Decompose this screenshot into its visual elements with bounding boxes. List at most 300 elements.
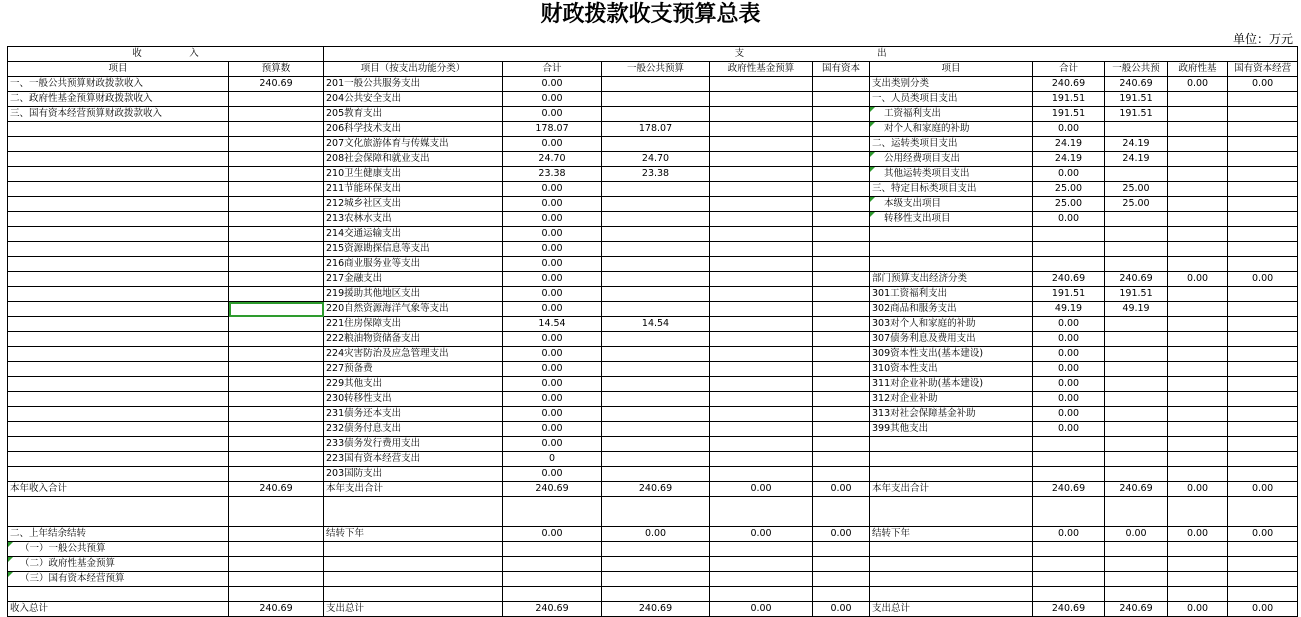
expense-gov-fund-2-cell[interactable] — [1168, 287, 1228, 302]
expense-state-capital-cell[interactable] — [813, 212, 870, 227]
income-budget-cell[interactable] — [229, 332, 324, 347]
expense-state-capital-2-cell[interactable] — [1228, 317, 1298, 332]
income-budget-cell[interactable] — [229, 152, 324, 167]
income-budget-cell[interactable] — [229, 92, 324, 107]
expense-total-cell[interactable] — [503, 572, 602, 587]
income-budget-cell[interactable] — [229, 182, 324, 197]
income-budget-cell[interactable] — [229, 242, 324, 257]
expense-func-item-cell[interactable]: 221住房保障支出 — [324, 317, 503, 332]
expense-gov-fund-cell[interactable] — [710, 272, 813, 287]
income-item-cell[interactable]: 二、上年结余结转 — [8, 527, 229, 542]
expense-gov-fund-2-cell[interactable] — [1168, 422, 1228, 437]
expense-state-capital-cell[interactable] — [813, 407, 870, 422]
expense-func-item-cell[interactable]: 210卫生健康支出 — [324, 167, 503, 182]
expense-state-capital-2-cell[interactable] — [1228, 227, 1298, 242]
expense-general-cell[interactable]: 24.70 — [602, 152, 710, 167]
expense-item-cell[interactable]: 公用经费项目支出 — [870, 152, 1033, 167]
expense-gov-fund-cell[interactable] — [710, 212, 813, 227]
expense-total-cell[interactable]: 0.00 — [503, 197, 602, 212]
expense-item-cell[interactable]: 311对企业补助(基本建设) — [870, 377, 1033, 392]
income-budget-cell[interactable] — [229, 257, 324, 272]
expense-total-2-cell[interactable] — [1033, 437, 1105, 452]
expense-state-capital-2-cell[interactable] — [1228, 137, 1298, 152]
expense-func-item-cell[interactable]: 232债务付息支出 — [324, 422, 503, 437]
expense-general-2-cell[interactable] — [1105, 557, 1168, 572]
expense-item-cell[interactable] — [870, 437, 1033, 452]
expense-gov-fund-cell[interactable] — [710, 167, 813, 182]
expense-general-cell[interactable] — [602, 587, 710, 602]
expense-general-2-cell[interactable]: 0.00 — [1105, 527, 1168, 542]
expense-total-2-cell[interactable]: 25.00 — [1033, 182, 1105, 197]
expense-func-item-cell[interactable]: 227预备费 — [324, 362, 503, 377]
expense-state-capital-2-cell[interactable] — [1228, 407, 1298, 422]
expense-total-2-cell[interactable] — [1033, 587, 1105, 602]
expense-gov-fund-2-cell[interactable] — [1168, 452, 1228, 467]
expense-func-item-cell[interactable]: 229其他支出 — [324, 377, 503, 392]
expense-gov-fund-2-cell[interactable] — [1168, 362, 1228, 377]
expense-total-cell[interactable] — [503, 497, 602, 527]
income-budget-cell[interactable] — [229, 497, 324, 527]
expense-gov-fund-2-cell[interactable] — [1168, 407, 1228, 422]
expense-total-2-cell[interactable] — [1033, 452, 1105, 467]
expense-general-2-cell[interactable] — [1105, 362, 1168, 377]
expense-state-capital-cell[interactable] — [813, 452, 870, 467]
expense-func-item-cell[interactable] — [324, 542, 503, 557]
expense-total-2-cell[interactable] — [1033, 227, 1105, 242]
expense-state-capital-cell[interactable] — [813, 92, 870, 107]
income-budget-cell[interactable] — [229, 422, 324, 437]
expense-gov-fund-2-cell[interactable]: 0.00 — [1168, 602, 1228, 617]
expense-state-capital-cell[interactable]: 0.00 — [813, 602, 870, 617]
expense-state-capital-cell[interactable] — [813, 362, 870, 377]
expense-general-cell[interactable] — [602, 467, 710, 482]
expense-state-capital-cell[interactable] — [813, 77, 870, 92]
expense-general-cell[interactable] — [602, 272, 710, 287]
expense-gov-fund-2-cell[interactable] — [1168, 347, 1228, 362]
expense-general-2-cell[interactable] — [1105, 332, 1168, 347]
expense-item-cell[interactable]: 部门预算支出经济分类 — [870, 272, 1033, 287]
income-budget-cell[interactable]: 240.69 — [229, 77, 324, 92]
expense-general-cell[interactable] — [602, 257, 710, 272]
expense-total-cell[interactable]: 240.69 — [503, 602, 602, 617]
income-budget-cell[interactable] — [229, 392, 324, 407]
expense-item-cell[interactable]: 310资本性支出 — [870, 362, 1033, 377]
expense-general-2-cell[interactable] — [1105, 452, 1168, 467]
income-item-cell[interactable] — [8, 587, 229, 602]
expense-state-capital-2-cell[interactable] — [1228, 242, 1298, 257]
expense-func-item-cell[interactable] — [324, 587, 503, 602]
expense-state-capital-cell[interactable] — [813, 122, 870, 137]
expense-func-item-cell[interactable]: 204公共安全支出 — [324, 92, 503, 107]
income-header[interactable]: 收 入 — [8, 47, 324, 62]
income-budget-cell[interactable] — [229, 347, 324, 362]
col-header-total[interactable]: 合计 — [503, 62, 602, 77]
expense-total-cell[interactable]: 240.69 — [503, 482, 602, 497]
income-budget-cell[interactable] — [229, 587, 324, 602]
expense-general-cell[interactable]: 14.54 — [602, 317, 710, 332]
expense-gov-fund-2-cell[interactable] — [1168, 227, 1228, 242]
expense-state-capital-2-cell[interactable] — [1228, 377, 1298, 392]
expense-total-2-cell[interactable]: 0.00 — [1033, 167, 1105, 182]
expense-state-capital-cell[interactable] — [813, 467, 870, 482]
expense-general-2-cell[interactable] — [1105, 377, 1168, 392]
expense-state-capital-2-cell[interactable]: 0.00 — [1228, 77, 1298, 92]
expense-func-item-cell[interactable]: 208社会保障和就业支出 — [324, 152, 503, 167]
expense-func-item-cell[interactable]: 230转移性支出 — [324, 392, 503, 407]
expense-general-cell[interactable] — [602, 107, 710, 122]
expense-func-item-cell[interactable]: 205教育支出 — [324, 107, 503, 122]
expense-total-2-cell[interactable] — [1033, 572, 1105, 587]
income-item-cell[interactable] — [8, 317, 229, 332]
expense-total-2-cell[interactable] — [1033, 497, 1105, 527]
expense-gov-fund-cell[interactable] — [710, 152, 813, 167]
expense-total-2-cell[interactable]: 0.00 — [1033, 407, 1105, 422]
expense-item-cell[interactable]: 本级支出项目 — [870, 197, 1033, 212]
expense-total-cell[interactable]: 0.00 — [503, 527, 602, 542]
expense-gov-fund-cell[interactable] — [710, 347, 813, 362]
expense-total-2-cell[interactable]: 0.00 — [1033, 362, 1105, 377]
expense-total-2-cell[interactable]: 24.19 — [1033, 152, 1105, 167]
expense-state-capital-2-cell[interactable] — [1228, 437, 1298, 452]
income-item-cell[interactable] — [8, 152, 229, 167]
income-item-cell[interactable] — [8, 302, 229, 317]
expense-total-cell[interactable]: 0.00 — [503, 272, 602, 287]
income-item-cell[interactable]: （一）一般公共预算 — [8, 542, 229, 557]
income-item-cell[interactable] — [8, 212, 229, 227]
income-budget-cell[interactable] — [229, 572, 324, 587]
expense-general-2-cell[interactable] — [1105, 227, 1168, 242]
expense-state-capital-2-cell[interactable] — [1228, 302, 1298, 317]
expense-general-2-cell[interactable] — [1105, 542, 1168, 557]
expense-total-cell[interactable]: 0.00 — [503, 227, 602, 242]
expense-item-cell[interactable] — [870, 497, 1033, 527]
col-header-total-2[interactable]: 合计 — [1033, 62, 1105, 77]
expense-general-cell[interactable] — [602, 407, 710, 422]
expense-general-cell[interactable] — [602, 557, 710, 572]
income-budget-cell[interactable] — [229, 362, 324, 377]
col-header-state-capital-2[interactable]: 国有资本经营 — [1228, 62, 1298, 77]
expense-item-cell[interactable]: 支出总计 — [870, 602, 1033, 617]
expense-general-2-cell[interactable]: 191.51 — [1105, 107, 1168, 122]
expense-general-cell[interactable]: 23.38 — [602, 167, 710, 182]
expense-total-cell[interactable]: 0.00 — [503, 437, 602, 452]
expense-total-cell[interactable]: 0.00 — [503, 137, 602, 152]
expense-item-cell[interactable]: 转移性支出项目 — [870, 212, 1033, 227]
expense-gov-fund-cell[interactable] — [710, 542, 813, 557]
expense-gov-fund-cell[interactable] — [710, 107, 813, 122]
expense-gov-fund-2-cell[interactable] — [1168, 392, 1228, 407]
expense-total-cell[interactable]: 0.00 — [503, 77, 602, 92]
col-header-item-2[interactable]: 项目 — [870, 62, 1033, 77]
expense-state-capital-cell[interactable] — [813, 347, 870, 362]
expense-total-cell[interactable]: 0.00 — [503, 257, 602, 272]
expense-gov-fund-cell[interactable] — [710, 287, 813, 302]
expense-state-capital-2-cell[interactable] — [1228, 197, 1298, 212]
income-budget-cell[interactable]: 240.69 — [229, 602, 324, 617]
expense-state-capital-2-cell[interactable] — [1228, 452, 1298, 467]
expense-func-item-cell[interactable]: 222粮油物资储备支出 — [324, 332, 503, 347]
income-item-cell[interactable] — [8, 422, 229, 437]
income-item-cell[interactable] — [8, 362, 229, 377]
expense-gov-fund-cell[interactable] — [710, 587, 813, 602]
expense-total-2-cell[interactable]: 191.51 — [1033, 92, 1105, 107]
col-header-func-item[interactable]: 项目（按支出功能分类） — [324, 62, 503, 77]
expense-state-capital-2-cell[interactable]: 0.00 — [1228, 527, 1298, 542]
expense-general-cell[interactable] — [602, 542, 710, 557]
expense-gov-fund-2-cell[interactable] — [1168, 317, 1228, 332]
expense-item-cell[interactable] — [870, 242, 1033, 257]
expense-general-cell[interactable] — [602, 197, 710, 212]
expense-general-cell[interactable] — [602, 497, 710, 527]
expense-total-cell[interactable]: 0.00 — [503, 347, 602, 362]
expense-total-2-cell[interactable]: 0.00 — [1033, 212, 1105, 227]
expense-total-2-cell[interactable] — [1033, 557, 1105, 572]
expense-general-2-cell[interactable]: 49.19 — [1105, 302, 1168, 317]
expense-total-cell[interactable]: 23.38 — [503, 167, 602, 182]
expense-general-cell[interactable] — [602, 347, 710, 362]
expense-general-cell[interactable]: 240.69 — [602, 482, 710, 497]
expense-gov-fund-cell[interactable] — [710, 302, 813, 317]
expense-total-cell[interactable]: 0.00 — [503, 392, 602, 407]
expense-state-capital-cell[interactable] — [813, 392, 870, 407]
expense-total-2-cell[interactable]: 191.51 — [1033, 107, 1105, 122]
expense-item-cell[interactable] — [870, 572, 1033, 587]
expense-state-capital-cell[interactable] — [813, 557, 870, 572]
expense-general-2-cell[interactable] — [1105, 467, 1168, 482]
expense-general-cell[interactable]: 240.69 — [602, 602, 710, 617]
income-item-cell[interactable] — [8, 182, 229, 197]
expense-item-cell[interactable] — [870, 452, 1033, 467]
expense-gov-fund-cell[interactable] — [710, 407, 813, 422]
expense-gov-fund-cell[interactable] — [710, 197, 813, 212]
expense-state-capital-cell[interactable] — [813, 242, 870, 257]
income-item-cell[interactable] — [8, 452, 229, 467]
expense-total-2-cell[interactable]: 0.00 — [1033, 332, 1105, 347]
expense-general-cell[interactable] — [602, 332, 710, 347]
expense-func-item-cell[interactable]: 233债务发行费用支出 — [324, 437, 503, 452]
expense-gov-fund-cell[interactable] — [710, 422, 813, 437]
income-budget-cell[interactable] — [229, 167, 324, 182]
expense-gov-fund-cell[interactable] — [710, 182, 813, 197]
expense-gov-fund-cell[interactable] — [710, 317, 813, 332]
expense-item-cell[interactable]: 399其他支出 — [870, 422, 1033, 437]
expense-total-2-cell[interactable]: 24.19 — [1033, 137, 1105, 152]
expense-gov-fund-2-cell[interactable] — [1168, 497, 1228, 527]
expense-total-2-cell[interactable]: 0.00 — [1033, 317, 1105, 332]
expense-gov-fund-cell[interactable] — [710, 452, 813, 467]
expense-gov-fund-2-cell[interactable] — [1168, 572, 1228, 587]
expense-total-cell[interactable]: 0.00 — [503, 332, 602, 347]
expense-func-item-cell[interactable]: 214交通运输支出 — [324, 227, 503, 242]
expense-item-cell[interactable]: 支出类别分类 — [870, 77, 1033, 92]
expense-gov-fund-cell[interactable] — [710, 257, 813, 272]
expense-total-cell[interactable]: 0 — [503, 452, 602, 467]
expense-gov-fund-cell[interactable] — [710, 437, 813, 452]
col-header-budget[interactable]: 预算数 — [229, 62, 324, 77]
expense-general-2-cell[interactable] — [1105, 257, 1168, 272]
expense-state-capital-2-cell[interactable] — [1228, 422, 1298, 437]
expense-state-capital-2-cell[interactable] — [1228, 332, 1298, 347]
expense-state-capital-cell[interactable]: 0.00 — [813, 527, 870, 542]
expense-gov-fund-2-cell[interactable] — [1168, 377, 1228, 392]
expense-general-cell[interactable]: 0.00 — [602, 527, 710, 542]
expense-total-cell[interactable] — [503, 542, 602, 557]
income-budget-cell[interactable] — [229, 212, 324, 227]
expense-item-cell[interactable] — [870, 257, 1033, 272]
expense-state-capital-2-cell[interactable] — [1228, 572, 1298, 587]
expense-gov-fund-cell[interactable] — [710, 572, 813, 587]
expense-state-capital-cell[interactable] — [813, 257, 870, 272]
expense-func-item-cell[interactable] — [324, 572, 503, 587]
expense-general-2-cell[interactable] — [1105, 167, 1168, 182]
expense-state-capital-2-cell[interactable] — [1228, 152, 1298, 167]
expense-state-capital-cell[interactable]: 0.00 — [813, 482, 870, 497]
expense-state-capital-2-cell[interactable] — [1228, 557, 1298, 572]
expense-general-2-cell[interactable] — [1105, 407, 1168, 422]
income-item-cell[interactable] — [8, 332, 229, 347]
expense-func-item-cell[interactable]: 201一般公共服务支出 — [324, 77, 503, 92]
expense-func-item-cell[interactable]: 207文化旅游体育与传媒支出 — [324, 137, 503, 152]
expense-total-2-cell[interactable] — [1033, 467, 1105, 482]
expense-gov-fund-cell[interactable] — [710, 377, 813, 392]
expense-total-2-cell[interactable]: 240.69 — [1033, 482, 1105, 497]
expense-general-cell[interactable] — [602, 287, 710, 302]
expense-general-2-cell[interactable] — [1105, 422, 1168, 437]
income-item-cell[interactable]: （三）国有资本经营预算 — [8, 572, 229, 587]
expense-gov-fund-cell[interactable]: 0.00 — [710, 482, 813, 497]
expense-total-cell[interactable]: 0.00 — [503, 302, 602, 317]
expense-func-item-cell[interactable]: 217金融支出 — [324, 272, 503, 287]
col-header-item[interactable]: 项目 — [8, 62, 229, 77]
expense-total-2-cell[interactable] — [1033, 257, 1105, 272]
expense-total-cell[interactable]: 0.00 — [503, 242, 602, 257]
expense-item-cell[interactable] — [870, 542, 1033, 557]
expense-item-cell[interactable]: 工资福利支出 — [870, 107, 1033, 122]
expense-item-cell[interactable]: 其他运转类项目支出 — [870, 167, 1033, 182]
expense-func-item-cell[interactable]: 216商业服务业等支出 — [324, 257, 503, 272]
expense-gov-fund-2-cell[interactable] — [1168, 137, 1228, 152]
expense-general-cell[interactable] — [602, 92, 710, 107]
expense-state-capital-2-cell[interactable] — [1228, 362, 1298, 377]
expense-state-capital-cell[interactable] — [813, 182, 870, 197]
expense-total-cell[interactable]: 0.00 — [503, 182, 602, 197]
expense-gov-fund-cell[interactable]: 0.00 — [710, 527, 813, 542]
expense-general-cell[interactable] — [602, 242, 710, 257]
income-item-cell[interactable]: 一、一般公共预算财政拨款收入 — [8, 77, 229, 92]
expense-state-capital-2-cell[interactable] — [1228, 212, 1298, 227]
expense-gov-fund-cell[interactable] — [710, 332, 813, 347]
income-item-cell[interactable] — [8, 467, 229, 482]
expense-state-capital-cell[interactable] — [813, 332, 870, 347]
expense-gov-fund-2-cell[interactable]: 0.00 — [1168, 77, 1228, 92]
expense-func-item-cell[interactable]: 219援助其他地区支出 — [324, 287, 503, 302]
expense-gov-fund-cell[interactable] — [710, 467, 813, 482]
expense-general-2-cell[interactable] — [1105, 317, 1168, 332]
expense-total-2-cell[interactable]: 0.00 — [1033, 527, 1105, 542]
expense-general-2-cell[interactable] — [1105, 212, 1168, 227]
expense-state-capital-cell[interactable] — [813, 302, 870, 317]
income-item-cell[interactable] — [8, 167, 229, 182]
expense-func-item-cell[interactable] — [324, 557, 503, 572]
expense-general-2-cell[interactable] — [1105, 497, 1168, 527]
income-item-cell[interactable] — [8, 497, 229, 527]
expense-item-cell[interactable]: 303对个人和家庭的补助 — [870, 317, 1033, 332]
expense-general-2-cell[interactable] — [1105, 587, 1168, 602]
expense-general-2-cell[interactable]: 240.69 — [1105, 272, 1168, 287]
expense-state-capital-cell[interactable] — [813, 542, 870, 557]
income-budget-cell[interactable] — [229, 317, 324, 332]
expense-func-item-cell[interactable]: 213农林水支出 — [324, 212, 503, 227]
expense-state-capital-2-cell[interactable] — [1228, 107, 1298, 122]
expense-func-item-cell[interactable]: 206科学技术支出 — [324, 122, 503, 137]
expense-total-2-cell[interactable]: 240.69 — [1033, 602, 1105, 617]
expense-general-cell[interactable] — [602, 137, 710, 152]
expense-total-cell[interactable] — [503, 587, 602, 602]
expense-gov-fund-cell[interactable] — [710, 497, 813, 527]
expense-gov-fund-2-cell[interactable]: 0.00 — [1168, 272, 1228, 287]
expense-gov-fund-2-cell[interactable] — [1168, 212, 1228, 227]
expense-total-2-cell[interactable]: 0.00 — [1033, 347, 1105, 362]
expense-state-capital-2-cell[interactable] — [1228, 122, 1298, 137]
expense-general-2-cell[interactable] — [1105, 437, 1168, 452]
expense-total-cell[interactable]: 0.00 — [503, 212, 602, 227]
expense-item-cell[interactable]: 301工资福利支出 — [870, 287, 1033, 302]
income-item-cell[interactable] — [8, 407, 229, 422]
col-header-general-2[interactable]: 一般公共预 — [1105, 62, 1168, 77]
income-item-cell[interactable] — [8, 392, 229, 407]
income-budget-cell[interactable] — [229, 527, 324, 542]
expense-total-2-cell[interactable]: 0.00 — [1033, 122, 1105, 137]
expense-state-capital-cell[interactable] — [813, 587, 870, 602]
income-budget-cell[interactable] — [229, 467, 324, 482]
expense-state-capital-cell[interactable] — [813, 437, 870, 452]
expense-state-capital-2-cell[interactable]: 0.00 — [1228, 482, 1298, 497]
expense-general-cell[interactable] — [602, 302, 710, 317]
expense-state-capital-cell[interactable] — [813, 152, 870, 167]
expense-state-capital-cell[interactable] — [813, 272, 870, 287]
income-budget-cell[interactable] — [229, 557, 324, 572]
expense-state-capital-2-cell[interactable] — [1228, 467, 1298, 482]
expense-total-2-cell[interactable]: 0.00 — [1033, 392, 1105, 407]
expense-total-cell[interactable] — [503, 557, 602, 572]
expense-state-capital-cell[interactable] — [813, 197, 870, 212]
expense-item-cell[interactable]: 对个人和家庭的补助 — [870, 122, 1033, 137]
income-item-cell[interactable]: 收入总计 — [8, 602, 229, 617]
income-item-cell[interactable] — [8, 272, 229, 287]
expense-general-cell[interactable] — [602, 377, 710, 392]
income-budget-cell[interactable] — [229, 407, 324, 422]
expense-gov-fund-2-cell[interactable] — [1168, 242, 1228, 257]
expense-general-cell[interactable]: 178.07 — [602, 122, 710, 137]
expense-gov-fund-cell[interactable] — [710, 362, 813, 377]
expense-state-capital-2-cell[interactable] — [1228, 257, 1298, 272]
income-item-cell[interactable] — [8, 257, 229, 272]
expense-general-2-cell[interactable] — [1105, 392, 1168, 407]
expense-state-capital-2-cell[interactable] — [1228, 347, 1298, 362]
income-budget-cell[interactable] — [229, 302, 324, 317]
expense-func-item-cell[interactable]: 220自然资源海洋气象等支出 — [324, 302, 503, 317]
income-budget-cell[interactable] — [229, 377, 324, 392]
expense-total-cell[interactable]: 24.70 — [503, 152, 602, 167]
col-header-gov-fund-2[interactable]: 政府性基 — [1168, 62, 1228, 77]
expense-state-capital-2-cell[interactable] — [1228, 497, 1298, 527]
expense-gov-fund-2-cell[interactable]: 0.00 — [1168, 527, 1228, 542]
expense-state-capital-2-cell[interactable]: 0.00 — [1228, 272, 1298, 287]
expense-total-2-cell[interactable]: 0.00 — [1033, 422, 1105, 437]
expense-general-2-cell[interactable] — [1105, 122, 1168, 137]
expense-total-2-cell[interactable]: 240.69 — [1033, 77, 1105, 92]
expense-gov-fund-2-cell[interactable] — [1168, 467, 1228, 482]
